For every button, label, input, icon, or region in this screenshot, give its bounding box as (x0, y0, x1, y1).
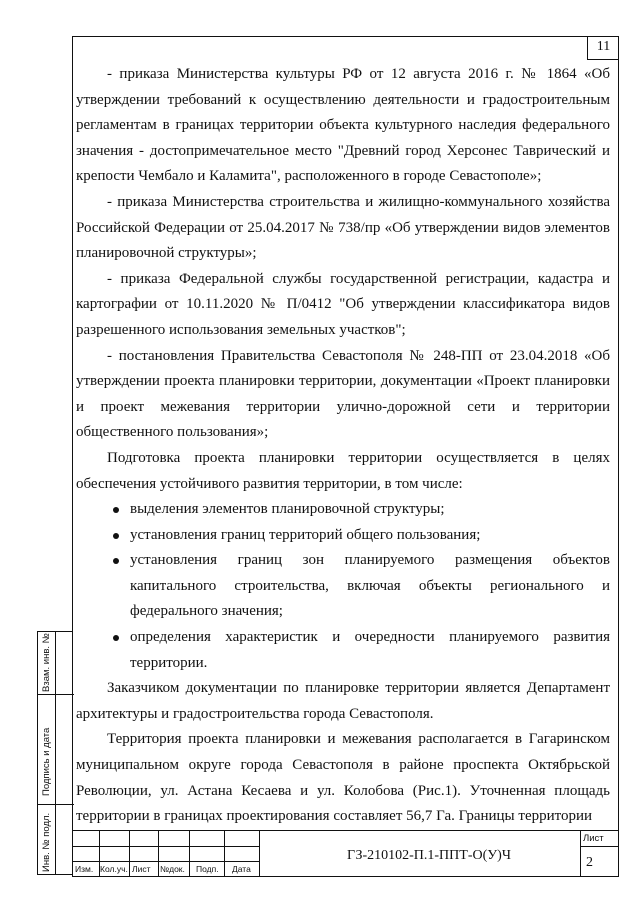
title-block-col-line (129, 830, 130, 877)
bullet-item (76, 523, 610, 549)
sheet-cell-line (580, 846, 619, 847)
bullet-text: установления границ зон планируемого размещения объектов капитального строительства, включая объекты регионального и федерального значения; (130, 552, 610, 620)
header-list: Лист (132, 864, 151, 874)
bullet-list (76, 497, 610, 676)
sheet-label: Лист (583, 833, 604, 844)
bullet-icon (113, 558, 119, 564)
side-stamp-divider (38, 694, 74, 695)
header-podp: Подп. (196, 864, 219, 874)
side-stamp-divider (38, 804, 74, 805)
paragraph-territory: Территория проекта планировки и межевания располагается в Гагаринском муниципальном округе города Севастополя в районе проспекта Октябрьской Революции, ул. Астана Кесаева и ул. Колобова (Рис.1). Уточненная площадь территории в границах проектирования составляет 56,7 Га. Границы территории (76, 731, 610, 825)
document-body (76, 62, 610, 830)
bullet-item (76, 497, 610, 523)
bullet-item (76, 548, 610, 625)
page-number: 11 (587, 36, 619, 60)
header-izm: Изм. (75, 864, 94, 874)
title-block-col-line (189, 830, 190, 877)
title-block-row-line (72, 861, 259, 862)
bullet-item (76, 625, 610, 676)
title-block-row-line (72, 846, 259, 847)
list-item-government-resolution: - постановления Правительства Севастополя № 248-ПП от 23.04.2018 «Об утверждении проекта планировки территории, документации «Проект планировки и проект межевания территории улично-дорожной сети и территории общественного пользования»; (76, 347, 610, 441)
title-block-col-line (580, 830, 581, 877)
header-data: Дата (232, 864, 251, 874)
title-block-col-line (158, 830, 159, 877)
inv-no-label: Инв. № подл. (41, 812, 52, 872)
sheet-number: 2 (586, 855, 593, 870)
header-doc: №док. (160, 864, 185, 874)
document-code: ГЗ-210102-П.1-ППТ-О(У)Ч (347, 848, 511, 863)
bullet-icon (113, 635, 119, 641)
bullet-text: установления границ территорий общего пользования; (130, 526, 481, 543)
title-block (72, 830, 619, 877)
list-item-rosreestr: - приказа Федеральной службы государственной регистрации, кадастра и картографии от 10.11.2020 № П/0412 "Об утверждении классификатора видов разрешенного использования земельных участков"; (76, 270, 610, 338)
bullet-icon (113, 507, 119, 513)
title-block-col-line (224, 830, 225, 877)
bullet-text: определения характеристик и очередности планируемого развития территории. (130, 629, 610, 671)
bullet-text: выделения элементов планировочной структуры; (130, 501, 445, 518)
title-block-top-line (72, 830, 619, 831)
bullet-icon (113, 533, 119, 539)
title-block-col-line (259, 830, 260, 877)
paragraph-purpose: Подготовка проекта планировки территории осуществляется в целях обеспечения устойчивого развития территории, в том числе: (76, 449, 610, 492)
list-item-ministry-culture: - приказа Министерства культуры РФ от 12 августа 2016 г. № 1864 «Об утверждении требований к осуществлению деятельности и градостроительным регламентам в границах территории объекта культурного наследия федерального значения - достопримечательное место "Древний город Херсонес Таврический и крепости Чембало и Каламита", расположенного в городе Севастополе»; (76, 66, 610, 185)
side-stamp (37, 631, 73, 875)
paragraph-customer: Заказчиком документации по планировке территории является Департамент архитектуры и градостроительства города Севастополя. (76, 680, 610, 722)
replace-inv-label: Взам. инв. № (41, 633, 52, 692)
sign-date-label: Подпись и дата (41, 727, 52, 796)
header-kol-uch: Кол.уч. (100, 864, 128, 874)
list-item-ministry-construction: - приказа Министерства строительства и жилищно-коммунального хозяйства Российской Федерации от 25.04.2017 № 738/пр «Об утверждении видов элементов планировочной структуры»; (76, 193, 610, 262)
